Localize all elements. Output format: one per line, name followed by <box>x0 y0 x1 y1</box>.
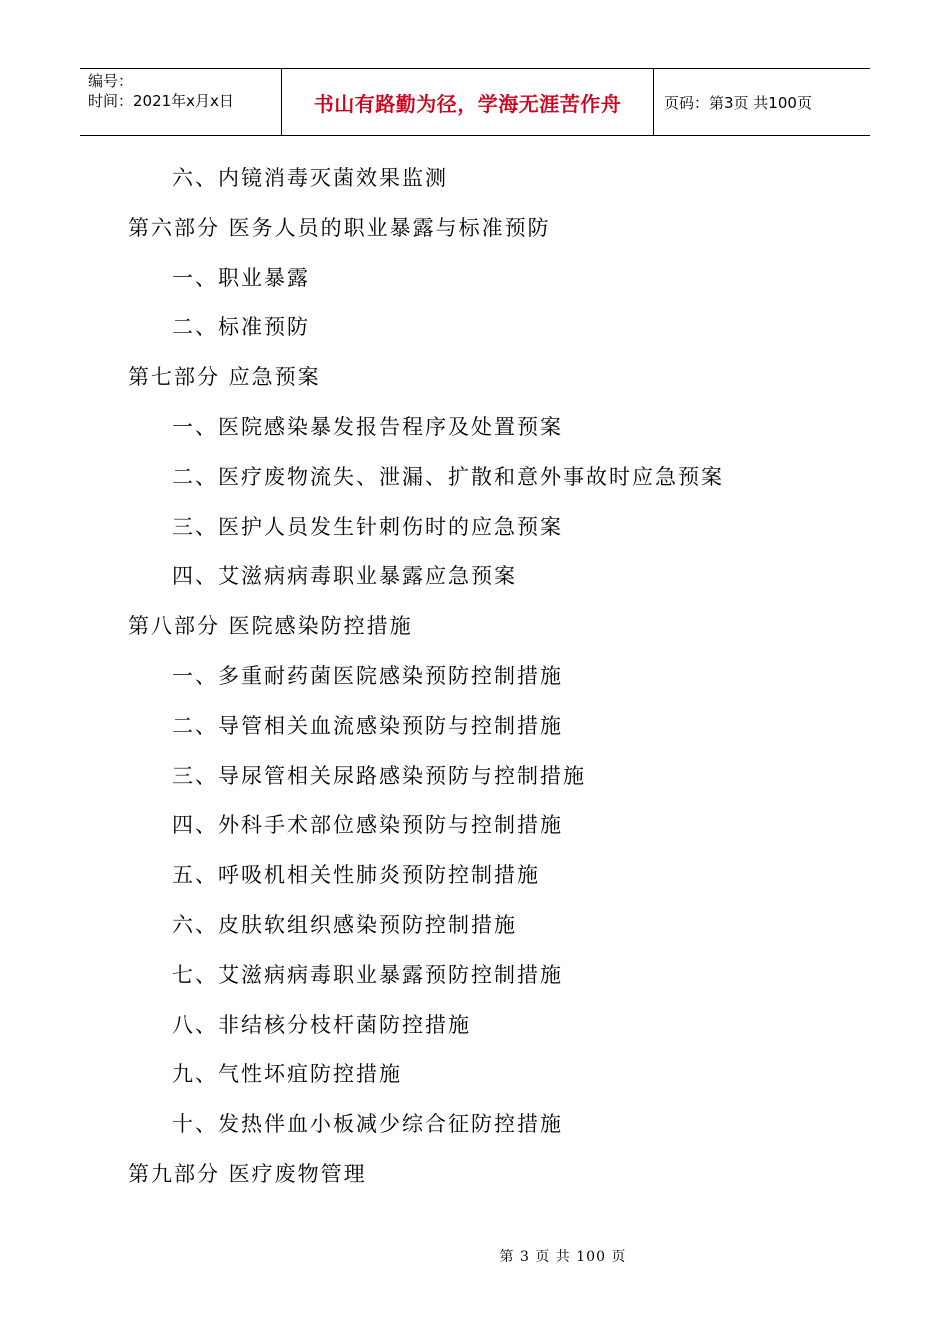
toc-section-item: 三、导尿管相关尿路感染预防与控制措施 <box>172 764 586 788</box>
toc-section-item: 九、气性坏疽防控措施 <box>172 1062 402 1086</box>
toc-part-heading: 第九部分 医疗废物管理 <box>128 1162 367 1186</box>
toc-section-item: 四、艾滋病病毒职业暴露应急预案 <box>172 564 517 588</box>
toc-section-item: 二、医疗废物流失、泄漏、扩散和意外事故时应急预案 <box>172 465 724 489</box>
toc-section-item: 八、非结核分枝杆菌防控措施 <box>172 1013 471 1037</box>
toc-part-heading: 第六部分 医务人员的职业暴露与标准预防 <box>128 216 551 240</box>
footer-page-number: 第 3 页 共 100 页 <box>499 1249 627 1265</box>
toc-section-item: 十、发热伴血小板减少综合征防控措施 <box>172 1112 563 1136</box>
toc-section-item: 一、多重耐药菌医院感染预防控制措施 <box>172 664 563 688</box>
page-header <box>80 68 870 136</box>
toc-section-item: 一、医院感染暴发报告程序及处置预案 <box>172 415 563 439</box>
toc-part-heading: 第八部分 医院感染防控措施 <box>128 614 413 638</box>
document-number-label: 编号： <box>88 72 134 90</box>
header-page-cell <box>654 69 870 135</box>
header-page-info: 页码：第3页 共100页 <box>664 93 812 112</box>
toc-section-item: 二、标准预防 <box>172 315 310 339</box>
toc-section-item: 四、外科手术部位感染预防与控制措施 <box>172 813 563 837</box>
header-meta-cell <box>80 69 282 135</box>
toc-part-heading: 第七部分 应急预案 <box>128 365 321 389</box>
page-footer <box>0 1246 950 1266</box>
toc-section-item: 三、医护人员发生针刺伤时的应急预案 <box>172 515 563 539</box>
toc-section-item: 七、艾滋病病毒职业暴露预防控制措施 <box>172 963 563 987</box>
toc-section-item: 六、皮肤软组织感染预防控制措施 <box>172 913 517 937</box>
toc-section-item: 五、呼吸机相关性肺炎预防控制措施 <box>172 863 540 887</box>
header-motto-cell <box>282 69 654 135</box>
toc-section-item: 二、导管相关血流感染预防与控制措施 <box>172 714 563 738</box>
toc-section-item: 六、内镜消毒灭菌效果监测 <box>172 166 448 190</box>
document-time-label: 时间：2021年x月x日 <box>88 92 234 110</box>
toc-section-item: 一、职业暴露 <box>172 266 310 290</box>
header-motto: 书山有路勤为径，学海无涯苦作舟 <box>313 91 622 116</box>
